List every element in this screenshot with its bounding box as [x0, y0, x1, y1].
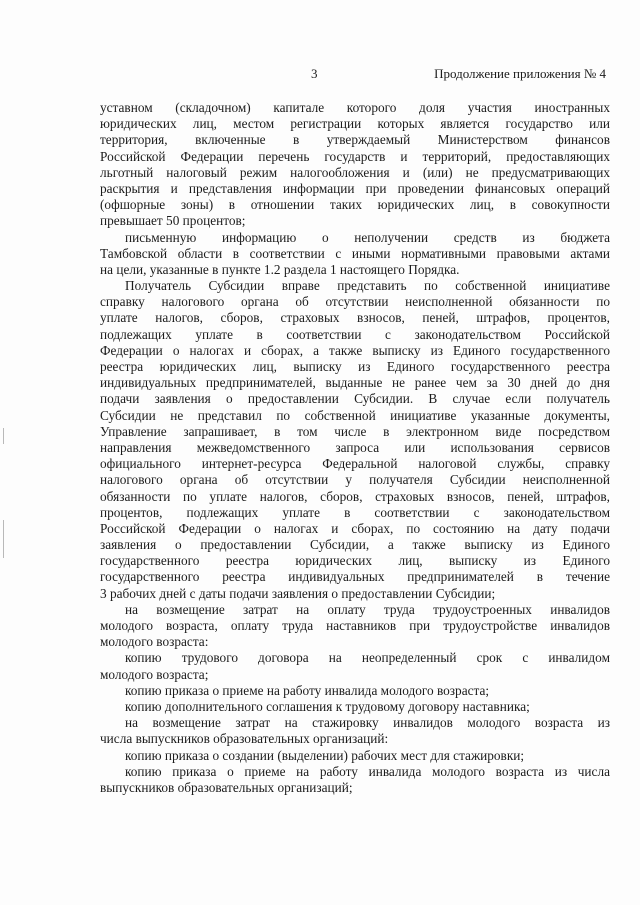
text-line: Тамбовской области в соответствии с иными нормативными правовыми актами	[100, 245, 610, 261]
text-line: на возмещение затрат на стажировку инвалидов молодого возраста из	[125, 715, 610, 731]
text-line: направления межведомственного запроса или использования сервисов	[100, 439, 610, 455]
text-line: превышает 50 процентов;	[100, 213, 246, 229]
text-line: уставном (складочном) капитале которого доля участия иностранных	[100, 100, 610, 115]
page-number: 3	[311, 66, 318, 81]
text-line: подлежащих уплате в соответствии с законодательством Российской	[100, 326, 610, 342]
text-line: молодого возраста;	[100, 666, 209, 682]
text-line: молодого возраста, оплату труда наставников при трудоустройстве инвалидов	[100, 618, 610, 633]
text-line: Федерации о налогах и сборах, а также выписку из Единого государственного	[100, 342, 610, 358]
text-line: официального интернет-ресурса Федеральной налоговой службы, справку	[100, 456, 610, 472]
text-line: раскрытия и представления информации при проведении финансовых операций	[100, 180, 610, 196]
text-line: Российской Федерации о налогах и сборах, по состоянию на дату подачи	[100, 520, 610, 536]
text-line: государственного реестра юридических лиц, выписку из Единого	[100, 553, 610, 569]
text-line: реестра юридических лиц, выписку из Единого государственного реестра	[100, 359, 610, 374]
text-line: копию приказа о создании (выделении) рабочих мест для стажировки;	[125, 747, 525, 763]
text-line: льготный налоговый режим налогообложения и (или) не предусматривающих	[100, 164, 610, 180]
text-line: (офшорные зоны) в отношении таких юридических лиц, в совокупности	[100, 197, 610, 213]
text-line: копию трудового договора на неопределенный срок с инвалидом	[125, 650, 610, 666]
text-line: выпускников образовательных организаций;	[100, 779, 353, 795]
text-line: копию приказа о приеме на работу инвалида молодого возраста из числа	[125, 763, 610, 779]
scan-edge-mark	[3, 520, 4, 558]
document-body	[100, 100, 610, 796]
text-line: Получатель Субсидии вправе представить по собственной инициативе	[125, 278, 610, 294]
text-line: территория, включенные в утверждаемый Министерством финансов	[100, 132, 610, 148]
text-line: Субсидии не представил по собственной инициативе указанные документы,	[100, 407, 610, 423]
text-line: Управление запрашивает, в том числе в электронном виде посредством	[100, 423, 610, 439]
text-line: на цели, указанные в пункте 1.2 раздела 1 настоящего Порядка.	[100, 261, 460, 277]
scan-edge-mark	[3, 428, 4, 444]
text-line: числа выпускников образовательных организаций:	[100, 731, 389, 747]
text-line: государственного реестра индивидуальных предпринимателей в течение	[100, 569, 610, 585]
appendix-continuation-note: Продолжение приложения № 4	[434, 66, 606, 81]
text-line: справку налогового органа об отсутствии неисполненной обязанности по	[100, 294, 610, 310]
text-line: копию дополнительного соглашения к трудовому договору наставника;	[125, 698, 530, 714]
text-line: молодого возраста:	[100, 634, 209, 650]
text-line: письменную информацию о неполучении средств из бюджета	[125, 229, 610, 245]
text-line: заявления о предоставлении Субсидии, а также выписку из Единого	[100, 537, 610, 553]
text-line: процентов, подлежащих уплате в соответствии с законодательством	[100, 504, 610, 520]
text-line: Российской Федерации перечень государств и территорий, предоставляющих	[100, 148, 610, 164]
text-line: юридических лиц, местом регистрации которых является государство или	[100, 116, 610, 132]
text-line: обязанности по уплате налогов, сборов, страховых взносов, пеней, штрафов,	[100, 488, 610, 504]
text-line: налогового органа об отсутствии у получателя Субсидии неисполненной	[100, 472, 610, 488]
text-line: на возмещение затрат на оплату труда трудоустроенных инвалидов	[125, 601, 610, 617]
text-line: 3 рабочих дней с даты подачи заявления о предоставлении Субсидии;	[100, 585, 496, 601]
text-line: уплате налогов, сборов, страховых взносов, пеней, штрафов, процентов,	[100, 310, 610, 326]
text-line: копию приказа о приеме на работу инвалида молодого возраста;	[125, 682, 490, 698]
text-line: индивидуальных предпринимателей, выданные не ранее чем за 30 дней до дня	[100, 375, 610, 391]
text-line: подачи заявления о предоставлении Субсидии. В случае если получатель	[100, 391, 610, 407]
